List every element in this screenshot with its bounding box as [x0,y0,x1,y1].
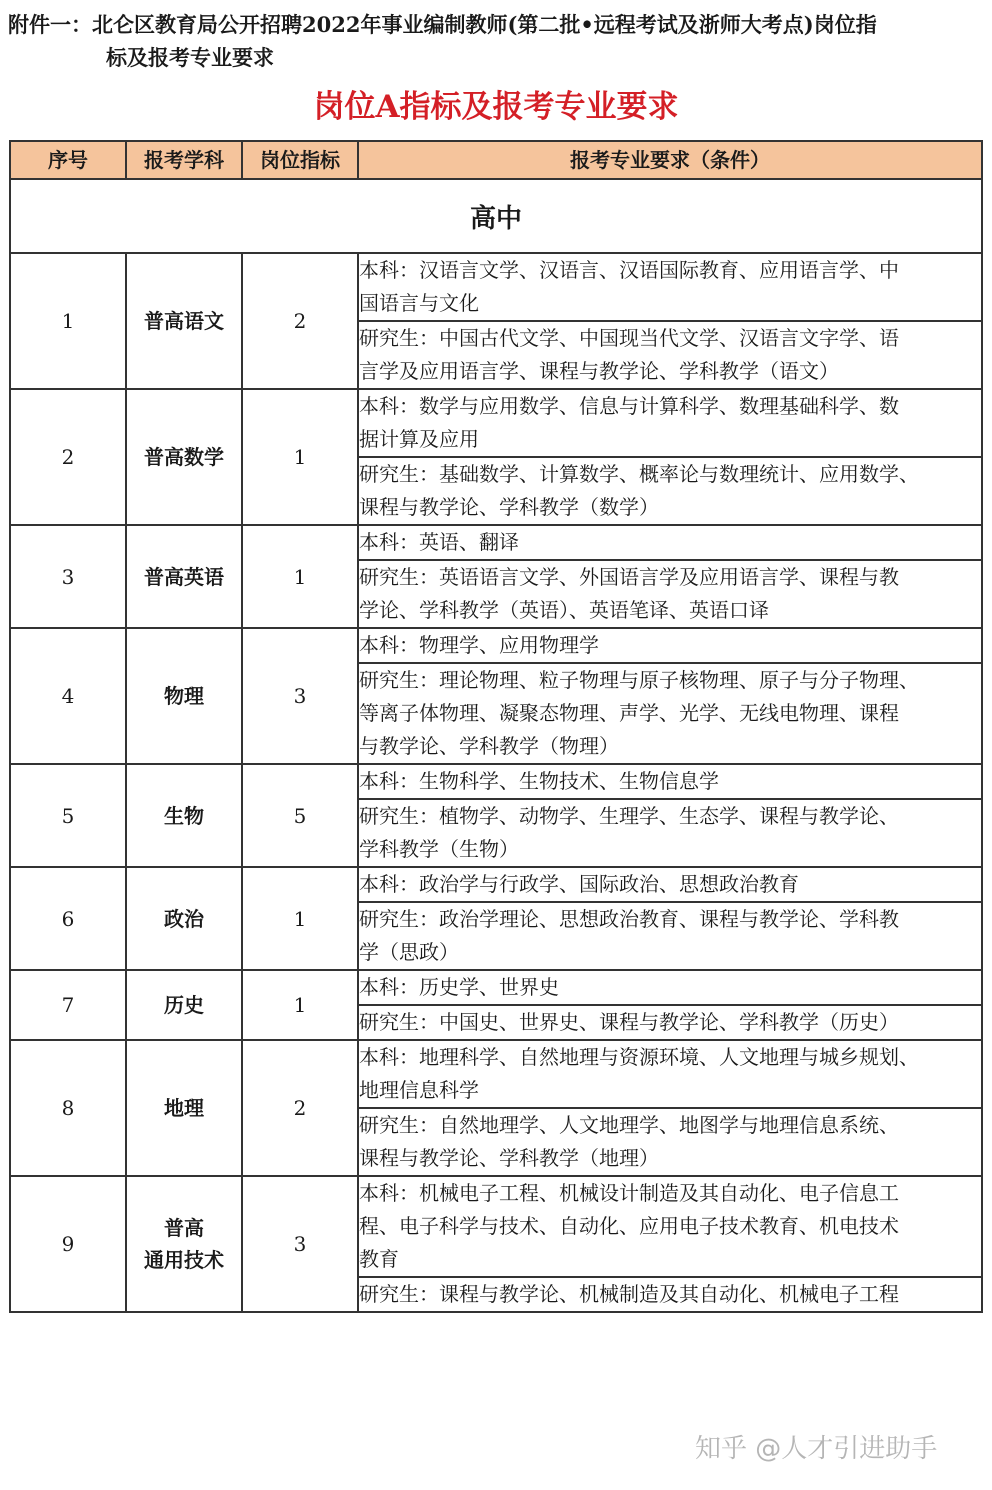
quota-cell: 1 [242,525,358,628]
row-number: 3 [10,525,126,628]
subject-name: 普高语文 [144,309,224,333]
requirement-line: 本科：物理学、应用物理学 [359,633,599,657]
requirement-line: 研究生：政治学理论、思想政治教育、课程与教学论、学科教 [359,907,899,931]
undergrad-requirement [358,970,982,1005]
requirement-line: 研究生：课程与教学论、机械制造及其自动化、机械电子工程 [359,1282,899,1306]
subject-name: 历史 [164,993,204,1017]
table-row [10,389,982,457]
grad-requirement [358,1277,982,1312]
subject-cell [126,764,242,867]
quota-cell: 1 [242,389,358,525]
requirement-line: 本科：汉语言文学、汉语言、汉语国际教育、应用语言学、中 [359,258,899,282]
subject-name: 普高英语 [144,564,224,589]
watermark: 知乎 @人才引进助手 [695,1434,938,1464]
requirement-line: 研究生：英语语言文学、外国语言学及应用语言学、课程与教 [359,565,899,589]
requirement-line: 研究生：理论物理、粒子物理与原子核物理、原子与分子物理、 [359,668,919,692]
row-number: 2 [10,389,126,525]
requirement-line: 程、电子科学与技术、自动化、应用电子技术教育、机电技术 [359,1214,899,1238]
requirements-table [9,140,983,1313]
requirement-line: 研究生：中国史、世界史、课程与教学论、学科教学（历史） [359,1010,899,1034]
requirement-line: 课程与教学论、学科教学（数学） [359,495,659,519]
quota-cell: 5 [242,764,358,867]
grad-requirement [358,799,982,867]
grad-requirement [358,663,982,764]
row-number: 1 [10,253,126,389]
requirement-line: 研究生：中国古代文学、中国现当代文学、汉语言文字学、语 [359,326,899,350]
undergrad-requirement [358,253,982,321]
requirement-line: 据计算及应用 [359,427,479,451]
undergrad-requirement [358,389,982,457]
row-number: 7 [10,970,126,1040]
requirement-line: 与教学论、学科教学（物理） [359,734,619,758]
requirement-line: 本科：政治学与行政学、国际政治、思想政治教育 [359,872,799,896]
subject-name: 通用技术 [144,1248,224,1272]
quota-cell: 1 [242,970,358,1040]
requirement-line: 研究生：自然地理学、人文地理学、地图学与地理信息系统、 [359,1113,899,1137]
subject-cell [126,1040,242,1176]
quota-cell: 3 [242,1176,358,1312]
undergrad-requirement [358,525,982,560]
quota-cell: 3 [242,628,358,764]
grad-requirement [358,457,982,525]
col-header-no: 序号 [10,141,126,179]
undergrad-requirement [358,867,982,902]
requirement-line: 学论、学科教学（英语）、英语笔译、英语口译 [359,598,769,622]
subject-name: 物理 [164,684,204,708]
attachment-heading [8,8,984,74]
page-title: 岗位A指标及报考专业要求 [313,89,679,125]
requirement-line: 本科：历史学、世界史 [359,975,559,999]
requirement-line: 研究生：植物学、动物学、生理学、生态学、课程与教学论、 [359,804,899,828]
subject-cell [126,970,242,1040]
requirement-line: 本科：机械电子工程、机械设计制造及其自动化、电子信息工 [359,1181,899,1205]
requirement-line: 言学及应用语言学、课程与教学论、学科教学（语文） [359,359,839,383]
requirement-line: 本科：数学与应用数学、信息与计算科学、数理基础科学、数 [359,394,899,418]
table-row [10,970,982,1005]
grad-requirement [358,321,982,389]
row-number: 6 [10,867,126,970]
requirement-line: 等离子体物理、凝聚态物理、声学、光学、无线电物理、课程 [359,701,899,725]
quota-cell: 2 [242,1040,358,1176]
requirement-line: 本科：英语、翻译 [359,530,519,554]
row-number: 8 [10,1040,126,1176]
subject-name: 生物 [164,803,204,828]
table-row [10,525,982,560]
grad-requirement [358,902,982,970]
section-label: 高中 [10,179,982,253]
requirement-line: 本科：地理科学、自然地理与资源环境、人文地理与城乡规划、 [359,1045,919,1069]
table-row [10,867,982,902]
section-row [10,179,982,253]
subject-cell [126,867,242,970]
grad-requirement [358,1108,982,1176]
col-header-requirements: 报考专业要求（条件） [358,141,982,179]
subject-cell [126,628,242,764]
requirement-line: 学科教学（生物） [359,837,519,861]
requirement-line: 研究生：基础数学、计算数学、概率论与数理统计、应用数学、 [359,462,919,486]
table-row [10,764,982,799]
subject-name: 地理 [164,1096,204,1120]
subject-cell [126,525,242,628]
requirement-line: 本科：生物科学、生物技术、生物信息学 [359,769,719,793]
subject-cell [126,253,242,389]
undergrad-requirement [358,764,982,799]
table-row [10,1176,982,1277]
undergrad-requirement [358,628,982,663]
requirement-line: 课程与教学论、学科教学（地理） [359,1146,659,1170]
row-number: 5 [10,764,126,867]
quota-cell: 1 [242,867,358,970]
requirement-line: 学（思政） [359,940,459,964]
row-number: 9 [10,1176,126,1312]
undergrad-requirement [358,1040,982,1108]
grad-requirement [358,560,982,628]
subject-cell [126,389,242,525]
subject-name: 普高 [164,1216,204,1240]
table-row [10,253,982,321]
quota-cell: 2 [242,253,358,389]
col-header-subject: 报考学科 [126,141,242,179]
requirement-line: 教育 [359,1247,399,1271]
attachment-line-2: 标及报考专业要求 [106,45,274,70]
requirement-line: 地理信息科学 [359,1078,479,1102]
subject-name: 政治 [164,906,204,931]
row-number: 4 [10,628,126,764]
table-header-row [10,141,982,179]
subject-cell [126,1176,242,1312]
requirement-line: 国语言与文化 [359,291,479,315]
col-header-quota: 岗位指标 [242,141,358,179]
subject-name: 普高数学 [144,445,224,469]
attachment-line-1: 附件一：北仑区教育局公开招聘2022年事业编制教师(第二批•远程考试及浙师大考点)岗位指 [8,12,877,37]
grad-requirement [358,1005,982,1040]
table-row [10,628,982,663]
undergrad-requirement [358,1176,982,1277]
table-row [10,1040,982,1108]
